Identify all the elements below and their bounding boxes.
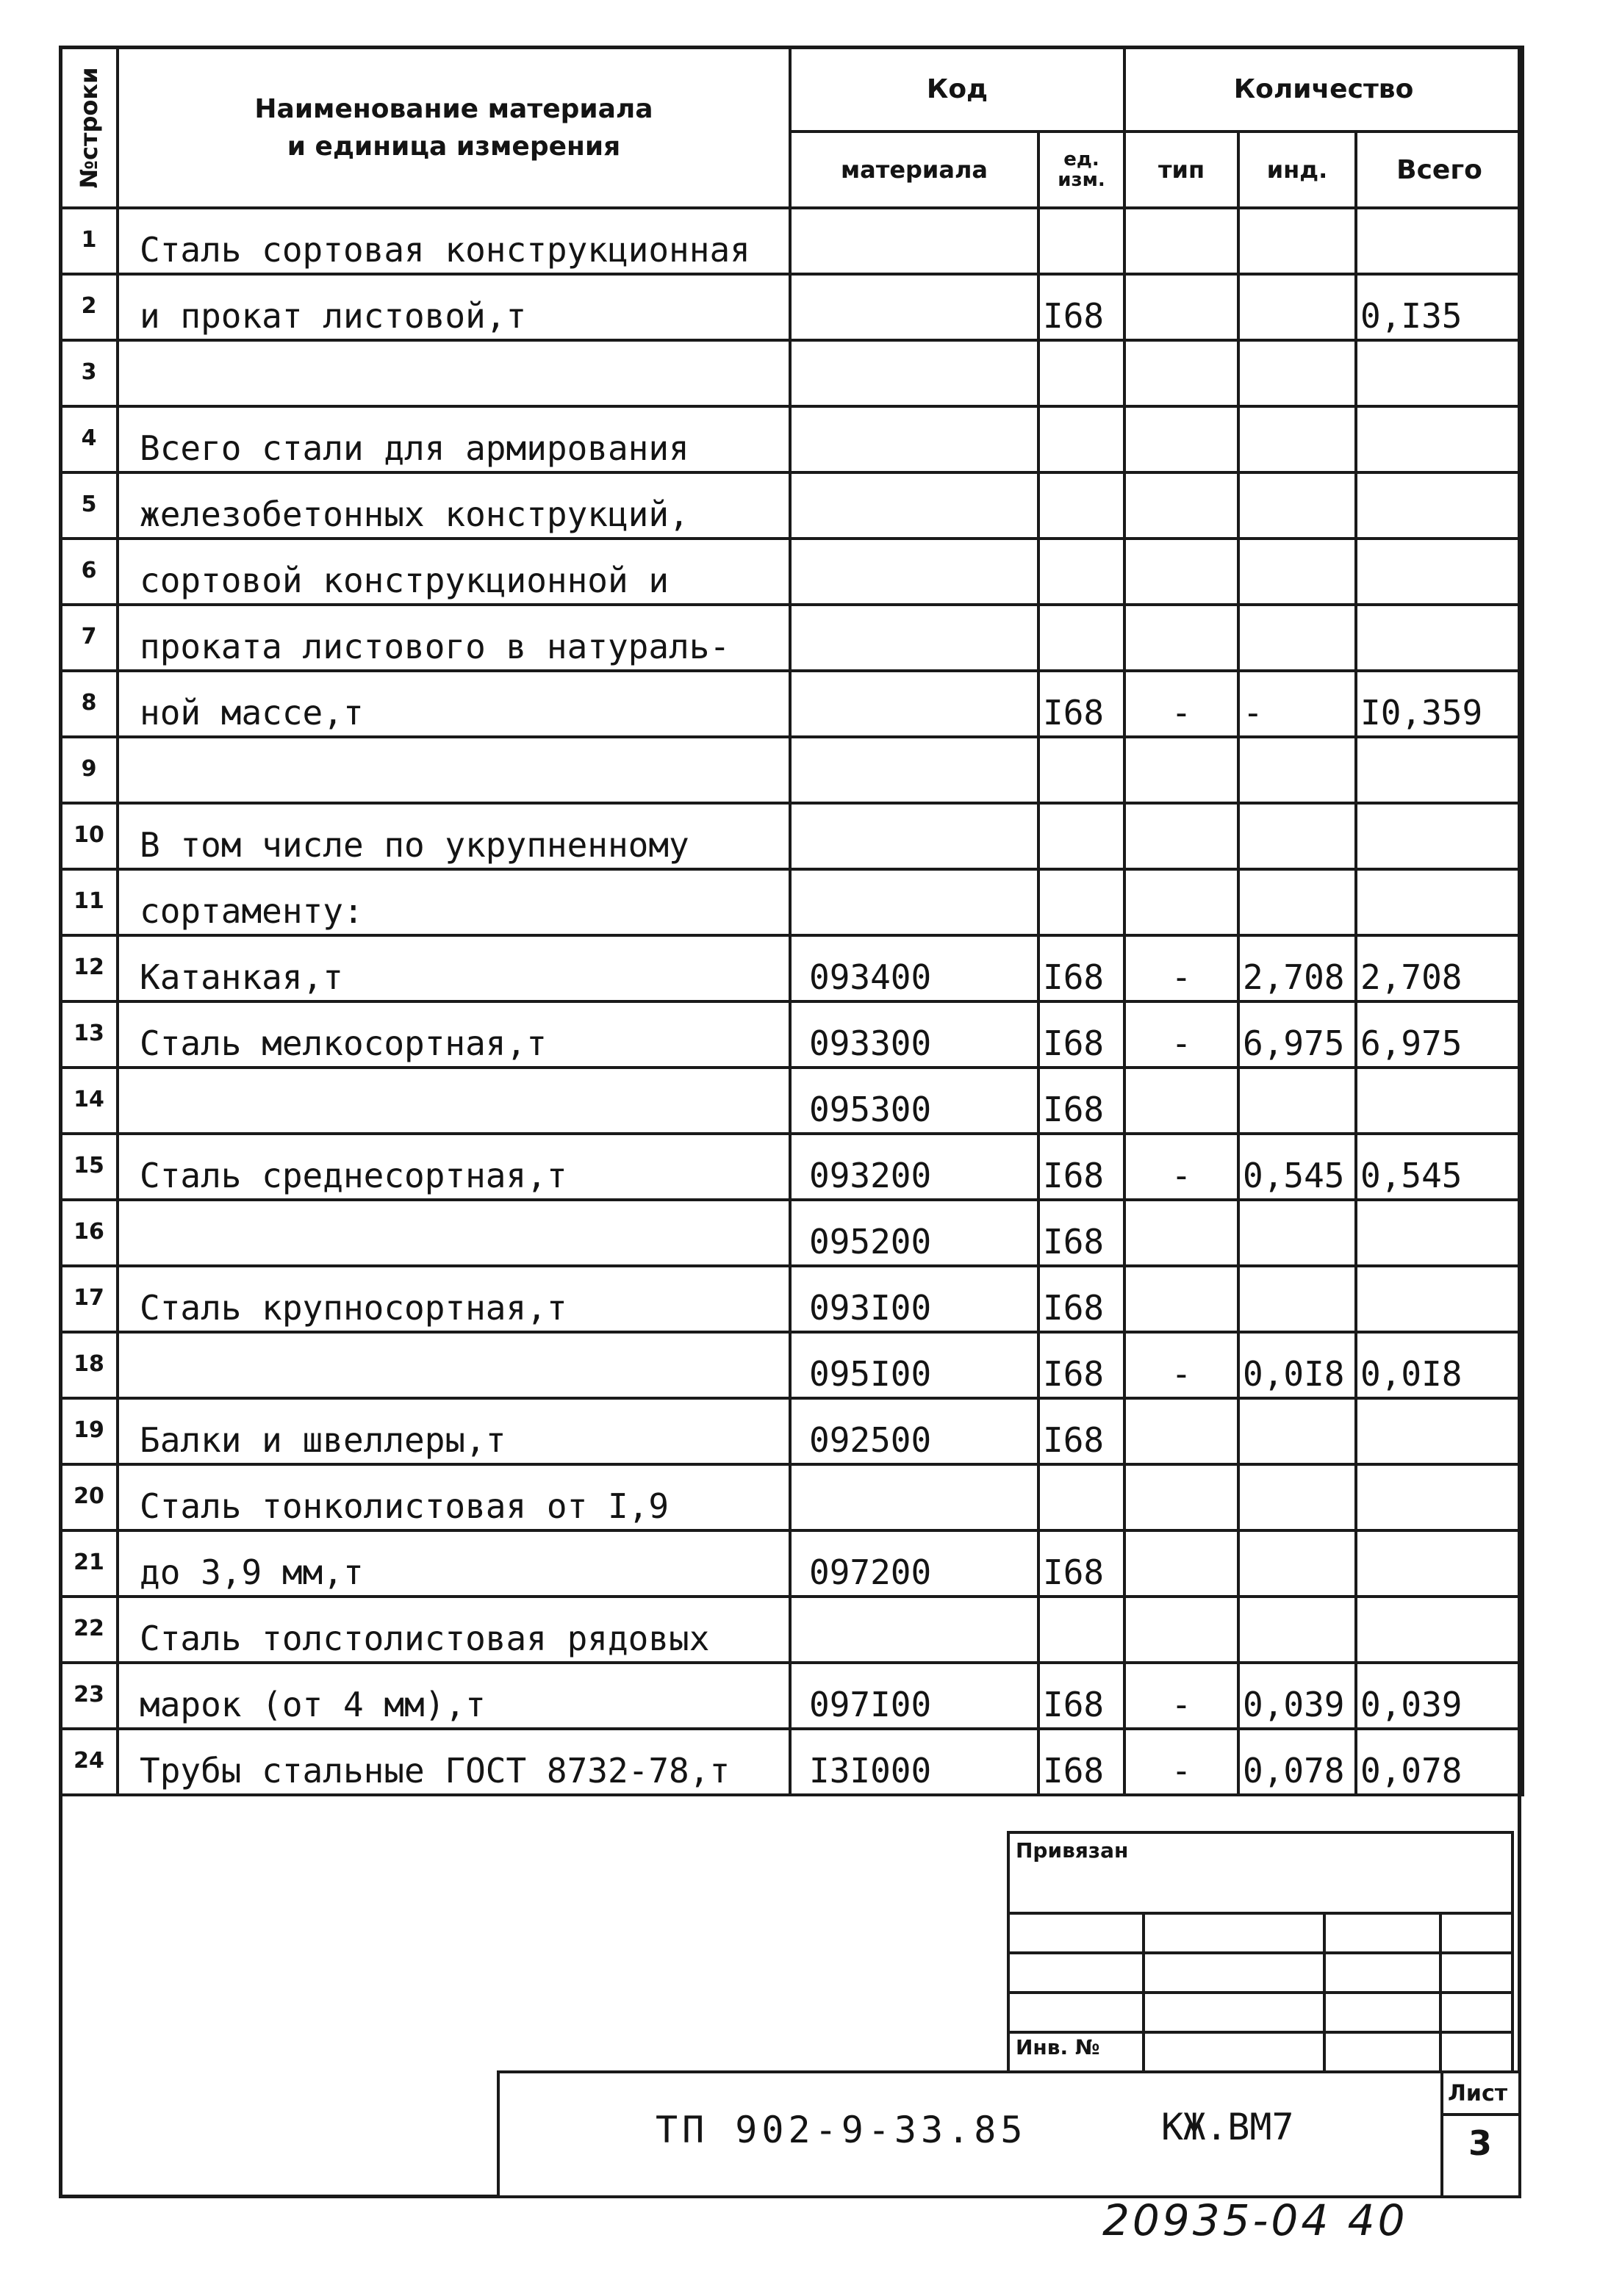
quantity-total: 0,078: [1356, 1729, 1523, 1795]
quantity-total: [1356, 340, 1523, 406]
unit-code: [1038, 605, 1124, 671]
stamp-inv-label: Инв. №: [1016, 2035, 1100, 2059]
quantity-total: [1356, 406, 1523, 472]
quantity-ind: [1238, 406, 1356, 472]
quantity-total: [1356, 1200, 1523, 1266]
material-code: 092500: [790, 1398, 1038, 1464]
row-number: 17: [60, 1266, 118, 1332]
row-number: 10: [60, 803, 118, 869]
material-name: до 3,9 мм,т: [118, 1530, 790, 1597]
table-row: [60, 1530, 1523, 1597]
quantity-ind: [1238, 869, 1356, 935]
unit-code: I68: [1038, 935, 1124, 1001]
row-number: 7: [60, 605, 118, 671]
row-number: 9: [60, 737, 118, 803]
material-name: [118, 1200, 790, 1266]
document-code: КЖ.ВМ7: [1161, 2106, 1294, 2148]
material-code: [790, 208, 1038, 274]
quantity-total: I0,359: [1356, 671, 1523, 737]
table-row: [60, 869, 1523, 935]
quantity-total: [1356, 1266, 1523, 1332]
row-number: 1: [60, 208, 118, 274]
stamp-attached-label: Привязан: [1016, 1838, 1129, 1863]
unit-code: I68: [1038, 274, 1124, 340]
material-code: 095300: [790, 1068, 1038, 1134]
quantity-total: [1356, 1398, 1523, 1464]
stamp-line: [1439, 1912, 1442, 2070]
material-code: [790, 274, 1038, 340]
unit-code: I68: [1038, 1200, 1124, 1266]
material-code: [790, 869, 1038, 935]
quantity-type: -: [1124, 1663, 1238, 1729]
row-number: 6: [60, 539, 118, 605]
material-name: Сталь крупносортная,т: [118, 1266, 790, 1332]
row-number: 8: [60, 671, 118, 737]
unit-code: I68: [1038, 671, 1124, 737]
quantity-total: [1356, 737, 1523, 803]
quantity-type: [1124, 803, 1238, 869]
quantity-type: [1124, 1266, 1238, 1332]
material-code: I3I000: [790, 1729, 1038, 1795]
quantity-total: [1356, 208, 1523, 274]
row-number: 4: [60, 406, 118, 472]
quantity-ind: [1238, 1464, 1356, 1530]
unit-code: I68: [1038, 1663, 1124, 1729]
stamp-line: [1010, 1991, 1511, 1994]
quantity-ind: [1238, 340, 1356, 406]
material-name: проката листового в натураль-: [118, 605, 790, 671]
unit-code: [1038, 208, 1124, 274]
quantity-total: 0,039: [1356, 1663, 1523, 1729]
unit-code: I68: [1038, 1530, 1124, 1597]
material-name: Сталь сортовая конструкционная: [118, 208, 790, 274]
quantity-total: [1356, 869, 1523, 935]
header-code-unit-line-1: ед.: [1063, 148, 1099, 170]
row-number: 11: [60, 869, 118, 935]
quantity-type: [1124, 340, 1238, 406]
material-code: [790, 539, 1038, 605]
quantity-type: -: [1124, 1001, 1238, 1068]
unit-code: [1038, 472, 1124, 539]
material-name: Трубы стальные ГОСТ 8732-78,т: [118, 1729, 790, 1795]
stamp-line: [1142, 1912, 1145, 2070]
project-code: ТП 902-9-33.85: [656, 2109, 1027, 2151]
unit-code: [1038, 803, 1124, 869]
title-block-divider: [1440, 2113, 1518, 2116]
quantity-type: -: [1124, 1729, 1238, 1795]
quantity-total: [1356, 539, 1523, 605]
table-row: [60, 1464, 1523, 1530]
row-number: 14: [60, 1068, 118, 1134]
material-name: сортовой конструкционной и: [118, 539, 790, 605]
material-name: и прокат листовой,т: [118, 274, 790, 340]
material-code: [790, 1597, 1038, 1663]
quantity-ind: [1238, 539, 1356, 605]
row-number: 3: [60, 340, 118, 406]
row-number: 2: [60, 274, 118, 340]
table-row: [60, 737, 1523, 803]
sheet-label: Лист: [1448, 2081, 1508, 2106]
unit-code: [1038, 1597, 1124, 1663]
row-number: 16: [60, 1200, 118, 1266]
table-row: [60, 539, 1523, 605]
materials-rows: [60, 208, 1523, 1795]
unit-code: [1038, 1464, 1124, 1530]
row-number: 12: [60, 935, 118, 1001]
quantity-total: 0,0I8: [1356, 1332, 1523, 1398]
quantity-ind: [1238, 605, 1356, 671]
header-quantity-type: тип: [1124, 132, 1238, 208]
material-code: 093I00: [790, 1266, 1038, 1332]
material-name: Катанкая,т: [118, 935, 790, 1001]
material-code: [790, 340, 1038, 406]
table-row: [60, 1200, 1523, 1266]
stamp-line: [1323, 1912, 1326, 2070]
table-row: [60, 1068, 1523, 1134]
quantity-ind: 2,708: [1238, 935, 1356, 1001]
quantity-type: [1124, 605, 1238, 671]
quantity-type: [1124, 1597, 1238, 1663]
quantity-total: 0,545: [1356, 1134, 1523, 1200]
material-code: [790, 737, 1038, 803]
header-code-unit-line-2: изм.: [1058, 169, 1105, 191]
quantity-ind: [1238, 208, 1356, 274]
table-row: [60, 1398, 1523, 1464]
header-quantity: Количество: [1124, 47, 1523, 132]
table-row: [60, 472, 1523, 539]
header-quantity-total: Всего: [1356, 132, 1523, 208]
quantity-ind: [1238, 1597, 1356, 1663]
title-block: [497, 2070, 1521, 2198]
title-block-divider: [1440, 2073, 1443, 2195]
quantity-total: 2,708: [1356, 935, 1523, 1001]
unit-code: [1038, 406, 1124, 472]
stamp-line: [1010, 2031, 1511, 2034]
quantity-total: [1356, 1068, 1523, 1134]
material-code: 093400: [790, 935, 1038, 1001]
material-name: Сталь тонколистовая от I,9: [118, 1464, 790, 1530]
row-number: 23: [60, 1663, 118, 1729]
material-name: [118, 340, 790, 406]
quantity-ind: [1238, 737, 1356, 803]
table-row: [60, 935, 1523, 1001]
material-code: [790, 1464, 1038, 1530]
material-code: [790, 605, 1038, 671]
table-row: [60, 671, 1523, 737]
quantity-total: [1356, 803, 1523, 869]
quantity-type: [1124, 737, 1238, 803]
material-code: [790, 803, 1038, 869]
unit-code: I68: [1038, 1398, 1124, 1464]
header-name-line-2: и единица измерения: [287, 131, 621, 162]
header-code-unit: [1038, 132, 1124, 208]
quantity-ind: 0,545: [1238, 1134, 1356, 1200]
unit-code: I68: [1038, 1068, 1124, 1134]
quantity-total: 0,I35: [1356, 274, 1523, 340]
stamp-block: [1007, 1831, 1514, 2073]
table-row: [60, 803, 1523, 869]
quantity-type: [1124, 1200, 1238, 1266]
quantity-total: [1356, 1597, 1523, 1663]
material-name: В том числе по укрупненному: [118, 803, 790, 869]
row-number: 15: [60, 1134, 118, 1200]
quantity-type: [1124, 1068, 1238, 1134]
quantity-ind: 0,078: [1238, 1729, 1356, 1795]
unit-code: [1038, 539, 1124, 605]
quantity-ind: [1238, 1398, 1356, 1464]
unit-code: I68: [1038, 1266, 1124, 1332]
material-name: [118, 1068, 790, 1134]
material-code: 093300: [790, 1001, 1038, 1068]
stamp-line: [1010, 1912, 1511, 1915]
material-name: Сталь среднесортная,т: [118, 1134, 790, 1200]
quantity-ind: [1238, 274, 1356, 340]
quantity-type: [1124, 1530, 1238, 1597]
header-code: Код: [790, 47, 1124, 132]
row-number: 18: [60, 1332, 118, 1398]
quantity-ind: -: [1238, 671, 1356, 737]
quantity-ind: 6,975: [1238, 1001, 1356, 1068]
table-row: [60, 1001, 1523, 1068]
material-code: [790, 671, 1038, 737]
quantity-type: [1124, 539, 1238, 605]
material-code: 093200: [790, 1134, 1038, 1200]
material-name: Всего стали для армирования: [118, 406, 790, 472]
material-code: 097I00: [790, 1663, 1038, 1729]
quantity-type: [1124, 274, 1238, 340]
table-row: [60, 1266, 1523, 1332]
material-name: [118, 1332, 790, 1398]
table-row: [60, 1134, 1523, 1200]
header-material-name: [118, 47, 790, 208]
table-row: [60, 605, 1523, 671]
materials-table: [59, 46, 1524, 1796]
header-quantity-ind: инд.: [1238, 132, 1356, 208]
quantity-type: -: [1124, 671, 1238, 737]
quantity-type: -: [1124, 1134, 1238, 1200]
material-name: Сталь мелкосортная,т: [118, 1001, 790, 1068]
quantity-type: [1124, 472, 1238, 539]
quantity-type: -: [1124, 935, 1238, 1001]
unit-code: [1038, 869, 1124, 935]
unit-code: [1038, 340, 1124, 406]
quantity-type: [1124, 1464, 1238, 1530]
row-number: 19: [60, 1398, 118, 1464]
handwritten-archive-number: 20935-04 40: [1102, 2195, 1408, 2245]
table-row: [60, 340, 1523, 406]
table-row: [60, 1332, 1523, 1398]
quantity-total: 6,975: [1356, 1001, 1523, 1068]
material-name: Балки и швеллеры,т: [118, 1398, 790, 1464]
quantity-type: [1124, 208, 1238, 274]
header-code-material: материала: [790, 132, 1038, 208]
row-number: 20: [60, 1464, 118, 1530]
material-code: [790, 406, 1038, 472]
stamp-line: [1010, 1951, 1511, 1954]
material-name: железобетонных конструкций,: [118, 472, 790, 539]
unit-code: I68: [1038, 1001, 1124, 1068]
unit-code: I68: [1038, 1332, 1124, 1398]
quantity-ind: [1238, 472, 1356, 539]
quantity-ind: 0,039: [1238, 1663, 1356, 1729]
quantity-type: [1124, 406, 1238, 472]
material-name: сортаменту:: [118, 869, 790, 935]
row-number: 22: [60, 1597, 118, 1663]
row-number: 21: [60, 1530, 118, 1597]
table-row: [60, 406, 1523, 472]
quantity-total: [1356, 1464, 1523, 1530]
quantity-type: -: [1124, 1332, 1238, 1398]
material-name: [118, 737, 790, 803]
row-number: 5: [60, 472, 118, 539]
table-row: [60, 1597, 1523, 1663]
material-name: Сталь толстолистовая рядовых: [118, 1597, 790, 1663]
material-code: 095200: [790, 1200, 1038, 1266]
quantity-type: [1124, 869, 1238, 935]
table-row: [60, 208, 1523, 274]
sheet-number: 3: [1468, 2123, 1493, 2163]
material-name: ной массе,т: [118, 671, 790, 737]
quantity-ind: [1238, 1068, 1356, 1134]
quantity-total: [1356, 1530, 1523, 1597]
unit-code: [1038, 737, 1124, 803]
table-row: [60, 1663, 1523, 1729]
row-number: 13: [60, 1001, 118, 1068]
header-row-number: №строки: [60, 47, 118, 208]
unit-code: I68: [1038, 1134, 1124, 1200]
quantity-ind: [1238, 1200, 1356, 1266]
quantity-ind: 0,0I8: [1238, 1332, 1356, 1398]
quantity-ind: [1238, 1530, 1356, 1597]
quantity-total: [1356, 605, 1523, 671]
header-name-line-1: Наименование материала: [254, 93, 653, 124]
quantity-total: [1356, 472, 1523, 539]
material-name: марок (от 4 мм),т: [118, 1663, 790, 1729]
material-code: 095I00: [790, 1332, 1038, 1398]
material-code: [790, 472, 1038, 539]
row-number: 24: [60, 1729, 118, 1795]
quantity-ind: [1238, 1266, 1356, 1332]
quantity-ind: [1238, 803, 1356, 869]
material-code: 097200: [790, 1530, 1038, 1597]
quantity-type: [1124, 1398, 1238, 1464]
header-row-top: [60, 47, 1523, 132]
table-row: [60, 274, 1523, 340]
table-row: [60, 1729, 1523, 1795]
unit-code: I68: [1038, 1729, 1124, 1795]
